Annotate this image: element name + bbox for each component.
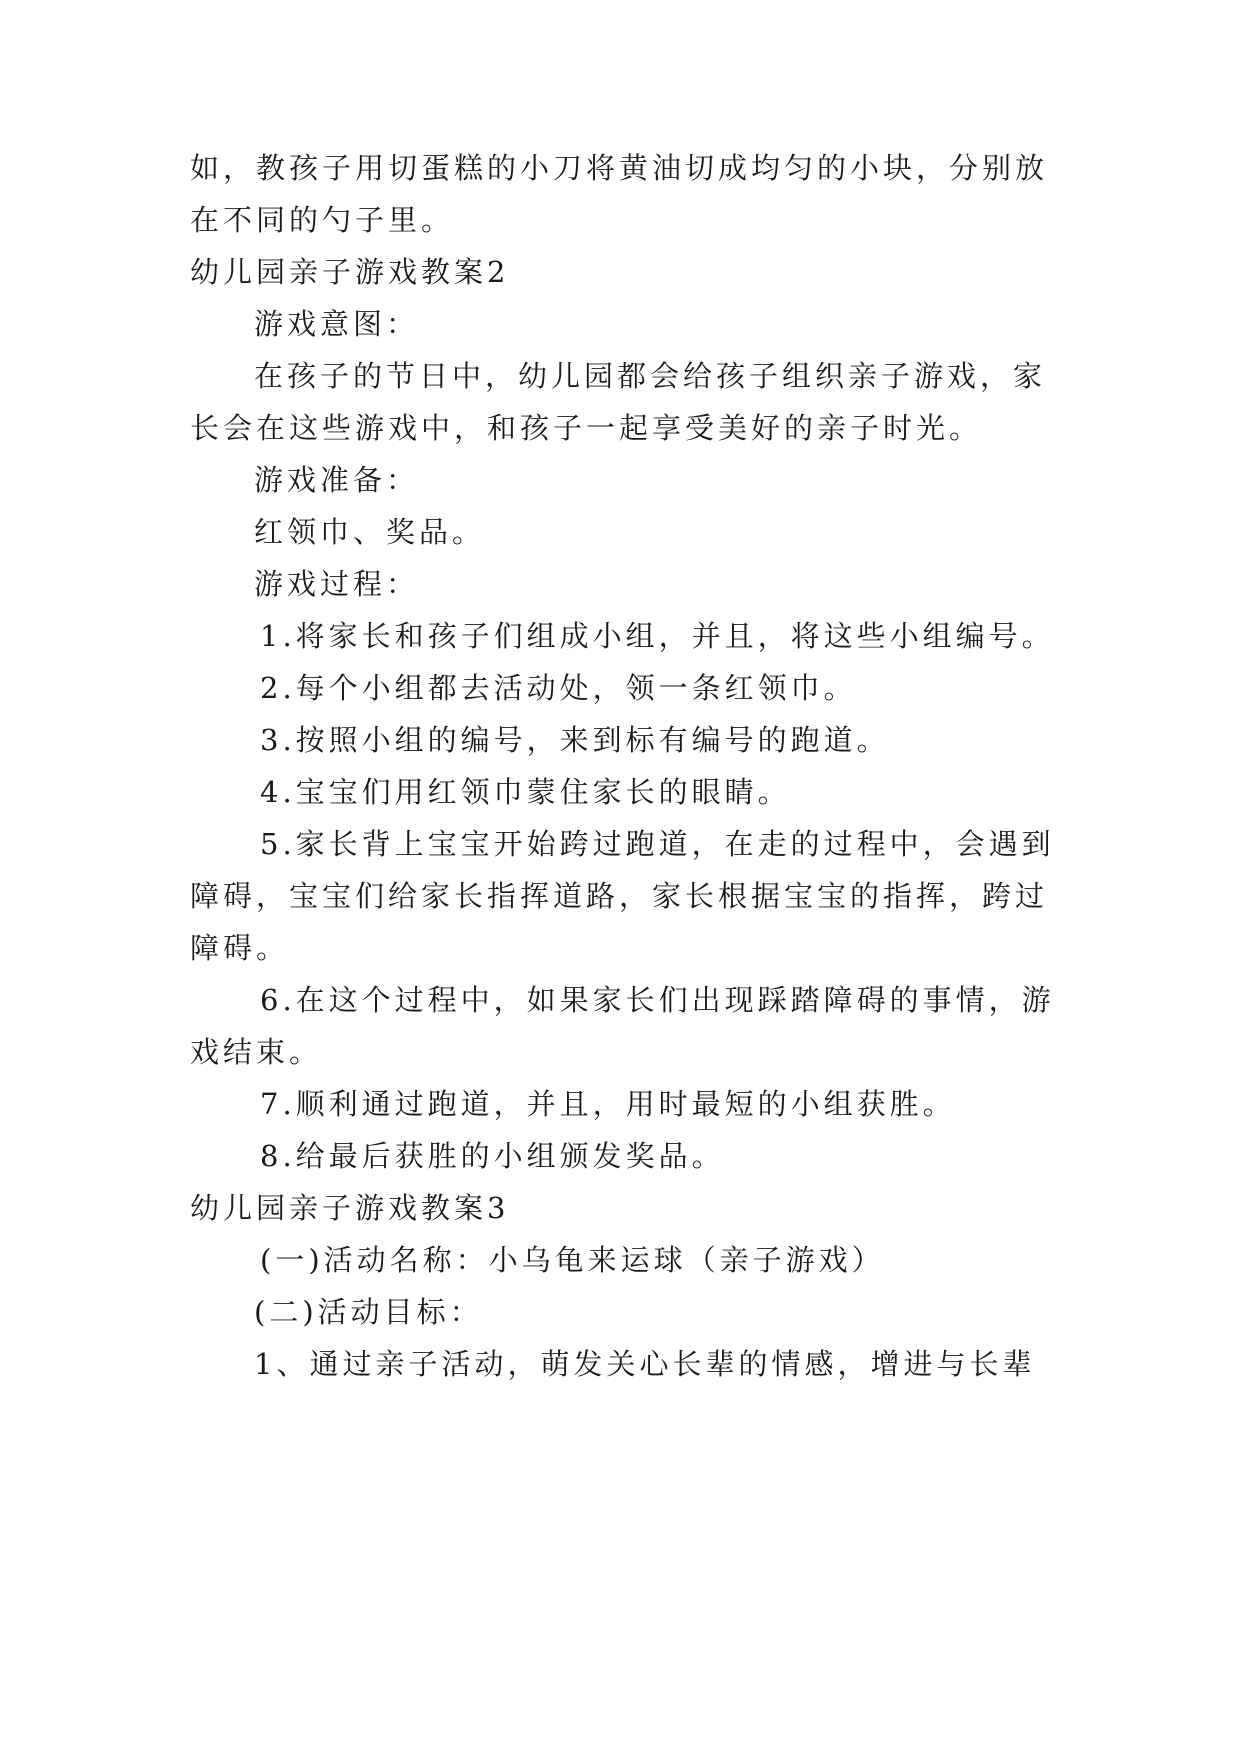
body-line: 障碍，宝宝们给家长指挥道路，家长根据宝宝的指挥，跨过 xyxy=(190,879,1049,913)
subheading-purpose: 游戏意图： xyxy=(254,307,420,341)
list-item: 2.每个小组都去活动处，领一条红领巾。 xyxy=(260,671,857,705)
section-heading: 幼儿园亲子游戏教案2 xyxy=(190,255,510,289)
body-line: 障碍。 xyxy=(190,931,290,965)
list-item: 5.家长背上宝宝开始跨过跑道，在走的过程中，会遇到 xyxy=(260,827,1055,861)
body-line: 戏结束。 xyxy=(190,1035,323,1069)
subheading-preparation: 游戏准备： xyxy=(254,463,420,497)
body-line: 在不同的勺子里。 xyxy=(190,203,455,237)
list-item: 4.宝宝们用红领巾蒙住家长的眼睛。 xyxy=(260,775,791,809)
body-line: 在孩子的节日中，幼儿园都会给孩子组织亲子游戏，家 xyxy=(254,359,1047,393)
list-item: 1、通过亲子活动，萌发关心长辈的情感，增进与长辈 xyxy=(254,1347,1036,1381)
body-line: 长会在这些游戏中，和孩子一起享受美好的亲子时光。 xyxy=(190,411,983,445)
list-item: 6.在这个过程中，如果家长们出现踩踏障碍的事情，游 xyxy=(260,983,1055,1017)
subheading-activity-goals: (二)活动目标： xyxy=(254,1295,483,1329)
section-heading: 幼儿园亲子游戏教案3 xyxy=(190,1191,510,1225)
subheading-process: 游戏过程： xyxy=(254,567,420,601)
body-line: 红领巾、奖品。 xyxy=(254,515,486,549)
body-line: 如，教孩子用切蛋糕的小刀将黄油切成均匀的小块，分别放 xyxy=(190,151,1049,185)
list-item: 3.按照小组的编号，来到标有编号的跑道。 xyxy=(260,723,890,757)
list-item: 1.将家长和孩子们组成小组，并且，将这些小组编号。 xyxy=(260,619,1055,653)
list-item: 8.给最后获胜的小组颁发奖品。 xyxy=(260,1139,725,1173)
list-item: 7.顺利通过跑道，并且，用时最短的小组获胜。 xyxy=(260,1087,956,1121)
subheading-activity-name: (一)活动名称：小乌龟来运球（亲子游戏） xyxy=(260,1243,885,1277)
